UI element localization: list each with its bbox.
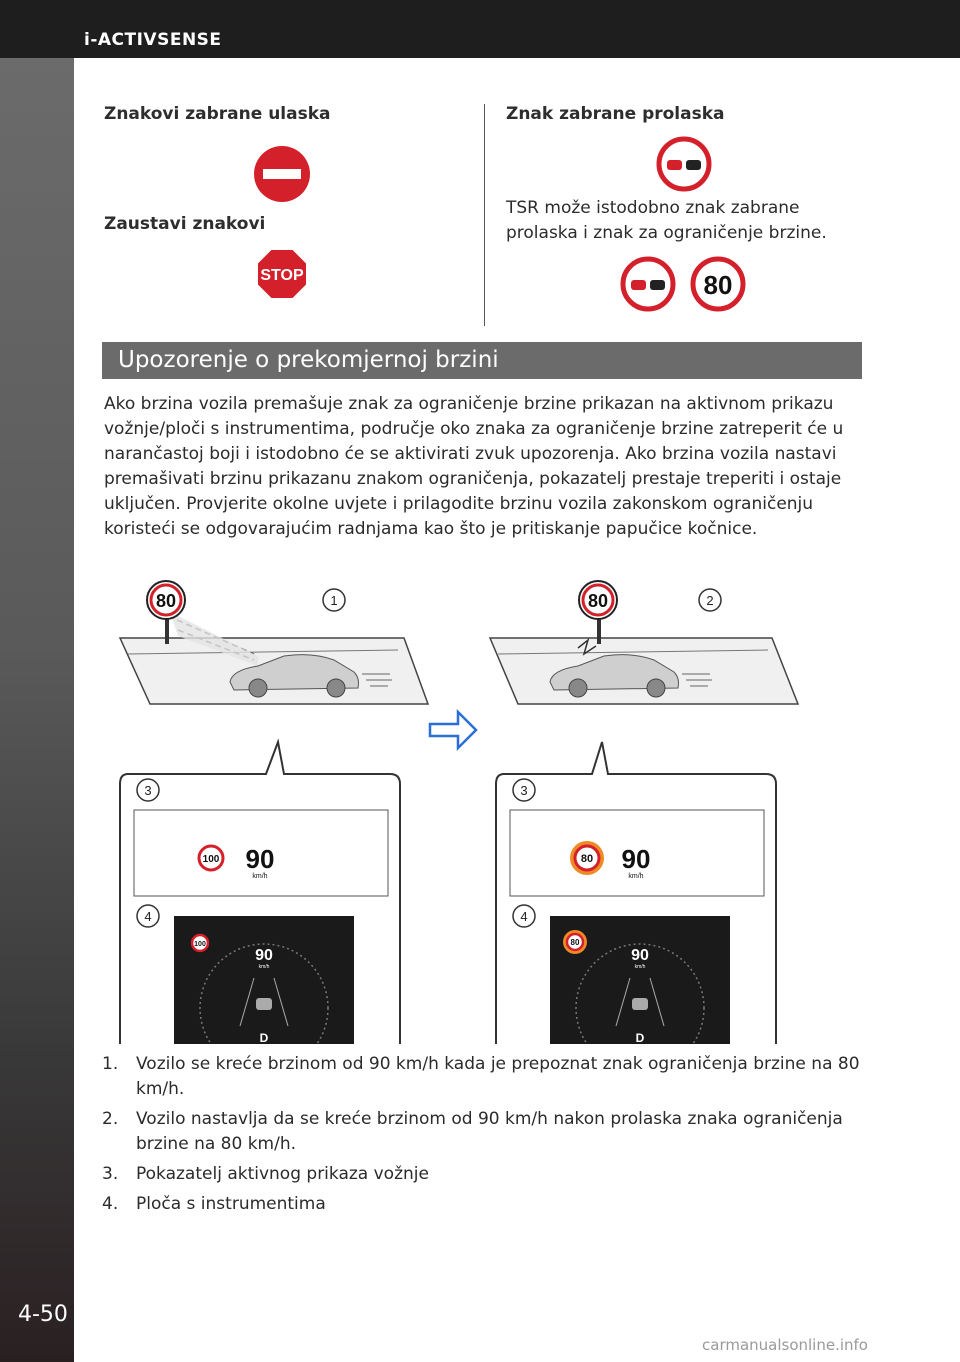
legend-list	[102, 1052, 882, 1222]
top-bar	[0, 0, 960, 58]
list-item-number: 4.	[102, 1194, 119, 1214]
hud-left-unit: km/h	[252, 873, 268, 880]
callout-3-left: 3	[144, 783, 152, 798]
list-item-number: 2.	[102, 1109, 119, 1129]
stop-label: Zaustavi znakovi	[104, 214, 266, 234]
cluster-left-gear: D	[259, 1031, 269, 1044]
page-number: 4-50	[18, 1302, 68, 1327]
overspeed-illustration	[108, 574, 828, 1044]
section-title: Upozorenje o prekomjernoj brzini	[118, 347, 499, 373]
cluster-left-limit: 100	[194, 941, 206, 948]
road-sign-right-value: 80	[587, 591, 609, 611]
transition-arrow-icon	[430, 712, 476, 748]
list-item-text: Vozilo se kreće brzinom od 90 km/h kada je prepoznat znak ograničenja brzine na 80 km/h.	[136, 1054, 860, 1099]
section-header-title: i-ACTIVSENSE	[84, 30, 222, 50]
speed-limit-sign-value: 80	[703, 270, 733, 300]
stop-sign-text: STOP	[260, 267, 304, 284]
cluster-right-gear: D	[635, 1031, 645, 1044]
list-item	[102, 1052, 882, 1102]
hud-left-limit: 100	[202, 854, 220, 865]
callout-1: 1	[330, 593, 338, 608]
cluster-left-unit: km/h	[258, 964, 270, 970]
left-photo-strip	[0, 58, 74, 1362]
cluster-right-speed: 90	[631, 947, 649, 964]
list-item-number: 1.	[102, 1054, 119, 1074]
section-banner	[102, 342, 862, 379]
no-passing-sign-icon	[656, 136, 712, 192]
list-item-number: 3.	[102, 1164, 119, 1184]
list-item	[102, 1192, 882, 1217]
cluster-right-limit: 80	[570, 938, 580, 947]
list-item-text: Ploča s instrumentima	[136, 1194, 326, 1214]
no-entry-label: Znakovi zabrane ulaska	[104, 104, 331, 124]
hud-left-speed: 90	[245, 844, 275, 874]
hud-right-speed: 90	[621, 844, 651, 874]
no-passing-description: TSR može istodobno znak zabrane prolaska i znak za ograničenje brzine.	[506, 198, 827, 243]
watermark: carmanualsonline.info	[702, 1336, 868, 1354]
column-divider	[484, 104, 485, 326]
list-item	[102, 1107, 882, 1157]
page-content	[74, 58, 960, 1362]
callout-2: 2	[706, 593, 714, 608]
cluster-right-unit: km/h	[634, 964, 646, 970]
callout-4-left: 4	[144, 909, 152, 924]
hud-right-unit: km/h	[628, 873, 644, 880]
road-sign-left-value: 80	[155, 591, 177, 611]
section-body: Ako brzina vozila premašuje znak za ograničenje brzine prikazan na aktivnom prikazu vožnje/ploči s instrumentima, područje oko znaka za ograničenje brzine zatreperit će u narančastoj boji i istodobno će se aktivirati zvuk upozorenja. Ako brzina vozila nastavi premašivati brzinu prikazanu znakom ograničenja, pokazatelj prestaje treperiti i ostaje uključen. Provjerite okolne uvjete i prilagodite brzinu vozila zakonskom ograničenju koristeći se odgovarajućim radnjama kao što je pritiskanje papučice kočnice.	[104, 394, 844, 539]
no-entry-sign-icon	[252, 144, 312, 204]
stop-sign-icon	[256, 248, 308, 300]
list-item-text: Pokazatelj aktivnog prikaza vožnje	[136, 1164, 429, 1184]
cluster-left-speed: 90	[255, 947, 273, 964]
no-passing-and-speed-limit-icons	[620, 256, 748, 312]
list-item-text: Vozilo nastavlja da se kreće brzinom od 90 km/h nakon prolaska znaka ograničenja brzine na 80 km/h.	[136, 1109, 843, 1154]
hud-right-limit: 80	[580, 853, 594, 865]
no-passing-label: Znak zabrane prolaska	[506, 104, 725, 124]
list-item	[102, 1162, 882, 1187]
callout-3-right: 3	[520, 783, 528, 798]
callout-4-right: 4	[520, 909, 528, 924]
